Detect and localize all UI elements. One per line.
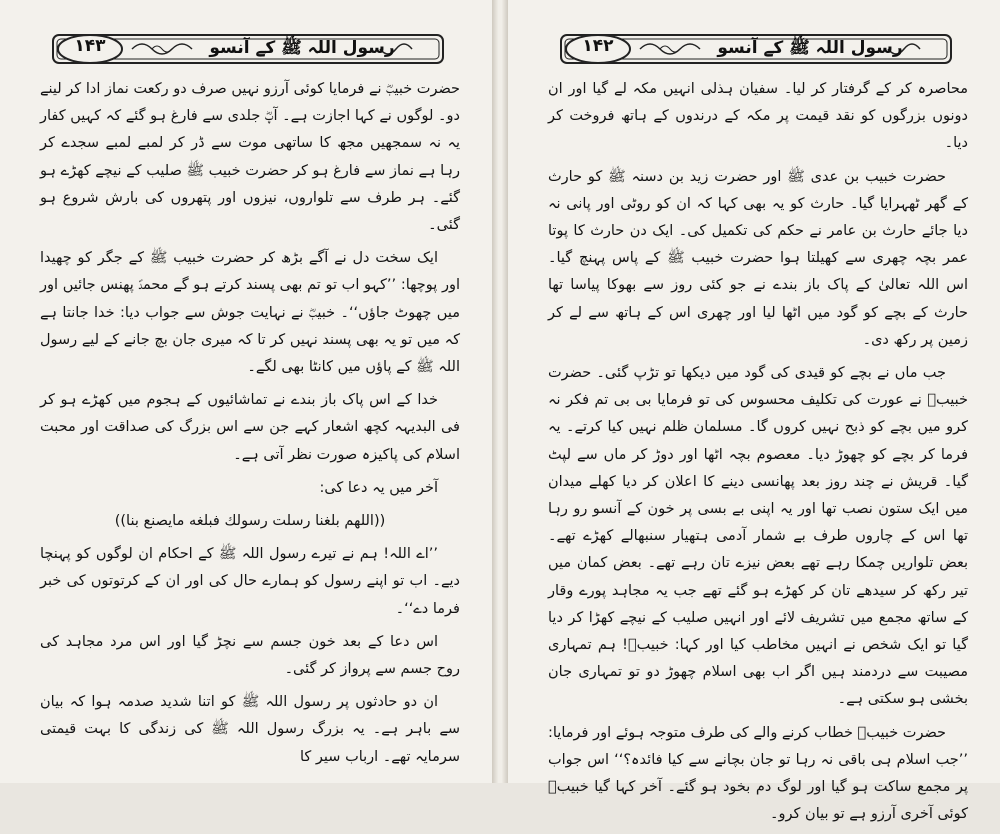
running-title: رسول اللہ ﷺ کے آنسو [209, 38, 395, 58]
paragraph: ایک سخت دل نے آگے بڑھ کر حضرت خبیب ﷺ کے جگر کو چھیدا اور پوچھا: ’’کہو اب تو تم بھی پسند کرتے ہو گے محمدؐ پھنس جائیں اور میں چھوٹ جاؤں‘‘۔ خبیبؓ نے نہایت جوش سے جواب دیا: خدا جانتا ہے کہ میں تو یہ بھی پسند نہیں کر تا کہ میری جان بچ جانے کے لیے رسول اللہ ﷺ کے پاؤں میں کانٹا بھی لگے۔ [40, 250, 460, 376]
paragraph: جب ماں نے بچے کو قیدی کی گود میں دیکھا تو تڑپ گئی۔ حضرت خبیبؓ نے عورت کی تکلیف محسوس کی تو فرمایا بی بی تم فکر نہ کرو میں بچے کو ذبح نہیں کروں گا۔ مسلمان ظلم نہیں کیا کرتے۔ یہ فرما کر بچے کو چھوڑ دیا۔ معصوم بچہ اٹھا اور دوڑ کر ماں سے لپٹ گیا۔ قریش نے چند روز بعد پھانسی دینے کا اعلان کر دیا کھلے میدان میں ایک ستون نصب تھا اور یہ اپنی بے بسی پر خون کے آنسو رو رہا تھا اس کے چاروں طرف بے شمار آدمی ہتھیار سنبھالے کھڑے تھے۔ بعض تلواریں چمکا رہے تھے بعض نیزے تان رہے تھے۔ بعض کمان میں تیر رکھ کر سیدھے تان کر کھڑے ہو گئے تھے جب یہ مجاہد پورے وقار کے ساتھ مجمع میں تشریف لائے اور انہیں صلیب کے نیچے کھڑا کر دیا گیا تو ایک شخص نے انہیں مخاطب کیا اور کہا: خبیبؓ! ہم تمہاری مصیبت سے دردمند ہیں اگر اب بھی اسلام چھوڑ دو تو تمہاری جان بخشی ہو سکتی ہے۔ [548, 365, 968, 708]
page-header [52, 32, 444, 66]
paragraph: ان دو حادثوں پر رسول اللہ ﷺ کو اتنا شدید صدمہ ہوا کہ بیان سے باہر ہے۔ یہ بزرگ رسول اللہ ﷺ کی زندگی کا بہت قیمتی سرمایہ تھے۔ ارباب سیر کا [40, 694, 460, 765]
page-text [40, 76, 460, 777]
paragraph: حضرت خبیبؓ نے فرمایا کوئی آرزو نہیں صرف دو رکعت نماز ادا کر لینے دو۔ لوگوں نے کہا اجازت ہے۔ آپؓ جلدی سے فارغ ہو گئے کہ کہیں کفار یہ نہ سمجھیں مجھ کا ساتھی موت سے ڈر کر لمبے لمبے سجدے کر رہا ہے نماز سے فارغ ہو کر حضرت خبیب ﷺ صلیب کے نیچے کھڑے ہو گئے۔ ہر طرف سے تلواروں، نیزوں اور پتھروں کی بارش شروع ہو گئی۔ [40, 81, 460, 234]
paragraph: محاصرہ کر کے گرفتار کر لیا۔ سفیان ہذلی انہیں مکہ لے گیا اور ان دونوں بزرگوں کو نقد قیمت پر مکہ کے درندوں کے ہاتھ فروخت کر دیا۔ [548, 81, 968, 152]
paragraph: خدا کے اس پاک باز بندے نے تماشائیوں کے ہجوم میں کھڑے ہو کر فی البدیہہ کچھ اشعار کہے جن سے اس بزرگ کی صداقت اور محبت اسلام کی پاکیزہ صورت نظر آتی ہے۔ [40, 392, 460, 463]
page-number: ۱۴۲ [582, 36, 614, 56]
right-page [508, 0, 1000, 823]
paragraph: ’’اے اللہ! ہم نے تیرے رسول اللہ ﷺ کے احکام ان لوگوں کو پہنچا دیے۔ اب تو اپنے رسول کو ہمارے حال کی اور ان کے کرتوتوں کی خبر فرما دے‘‘۔ [40, 546, 460, 617]
page-header [560, 32, 952, 66]
paragraph: حضرت خبیبؓ خطاب کرنے والے کی طرف متوجہ ہوئے اور فرمایا: ’’جب اسلام ہی باقی نہ رہا تو جان بچانے سے کیا فائدہ؟‘‘ اس جواب پر مجمع ساکت ہو گیا اور لوگ دم بخود ہو گئے۔ آخر کہا گیا خبیبؓ کوئی آخری آرزو ہے تو بیان کرو۔ [548, 724, 968, 823]
paragraph: آخر میں یہ دعا کی: [319, 479, 438, 496]
paragraph: اس دعا کے بعد خون جسم سے نچڑ گیا اور اس مرد مجاہد کی روح جسم سے پرواز کر گئی۔ [40, 633, 460, 678]
page-number: ۱۴۳ [74, 36, 106, 56]
page-text [548, 76, 968, 834]
arabic-prayer: ((اللھم بلغنا رسلت رسولك فبلغه مايصنع بنا)) [114, 513, 386, 530]
book-gutter [492, 0, 508, 783]
running-title: رسول اللہ ﷺ کے آنسو [717, 38, 903, 58]
left-page [0, 0, 492, 783]
paragraph: حضرت خبیب بن عدی ﷺ اور حضرت زید بن دسنہ ﷺ کو حارث کے گھر ٹھہرایا گیا۔ حارث کو یہ بھی کہا کہ ان کو روٹی اور پانی نہ دیا جائے حارث بن عامر نے حکم کی تکمیل کی۔ ایک دن حارث کا پوتا عمر بچہ چھری سے کھیلتا ہوا حضرت خبیب ﷺ کے پاس پہنچ گیا۔ اس اللہ تعالیٰ کے پاک باز بندے نے جو کئی روز سے بھوکا پیاسا تھا حارث کے بچے کو گود میں اٹھا لیا اور چھری اس کے ہاتھ سے لے کر زمین پر رکھ دی۔ [548, 168, 968, 348]
